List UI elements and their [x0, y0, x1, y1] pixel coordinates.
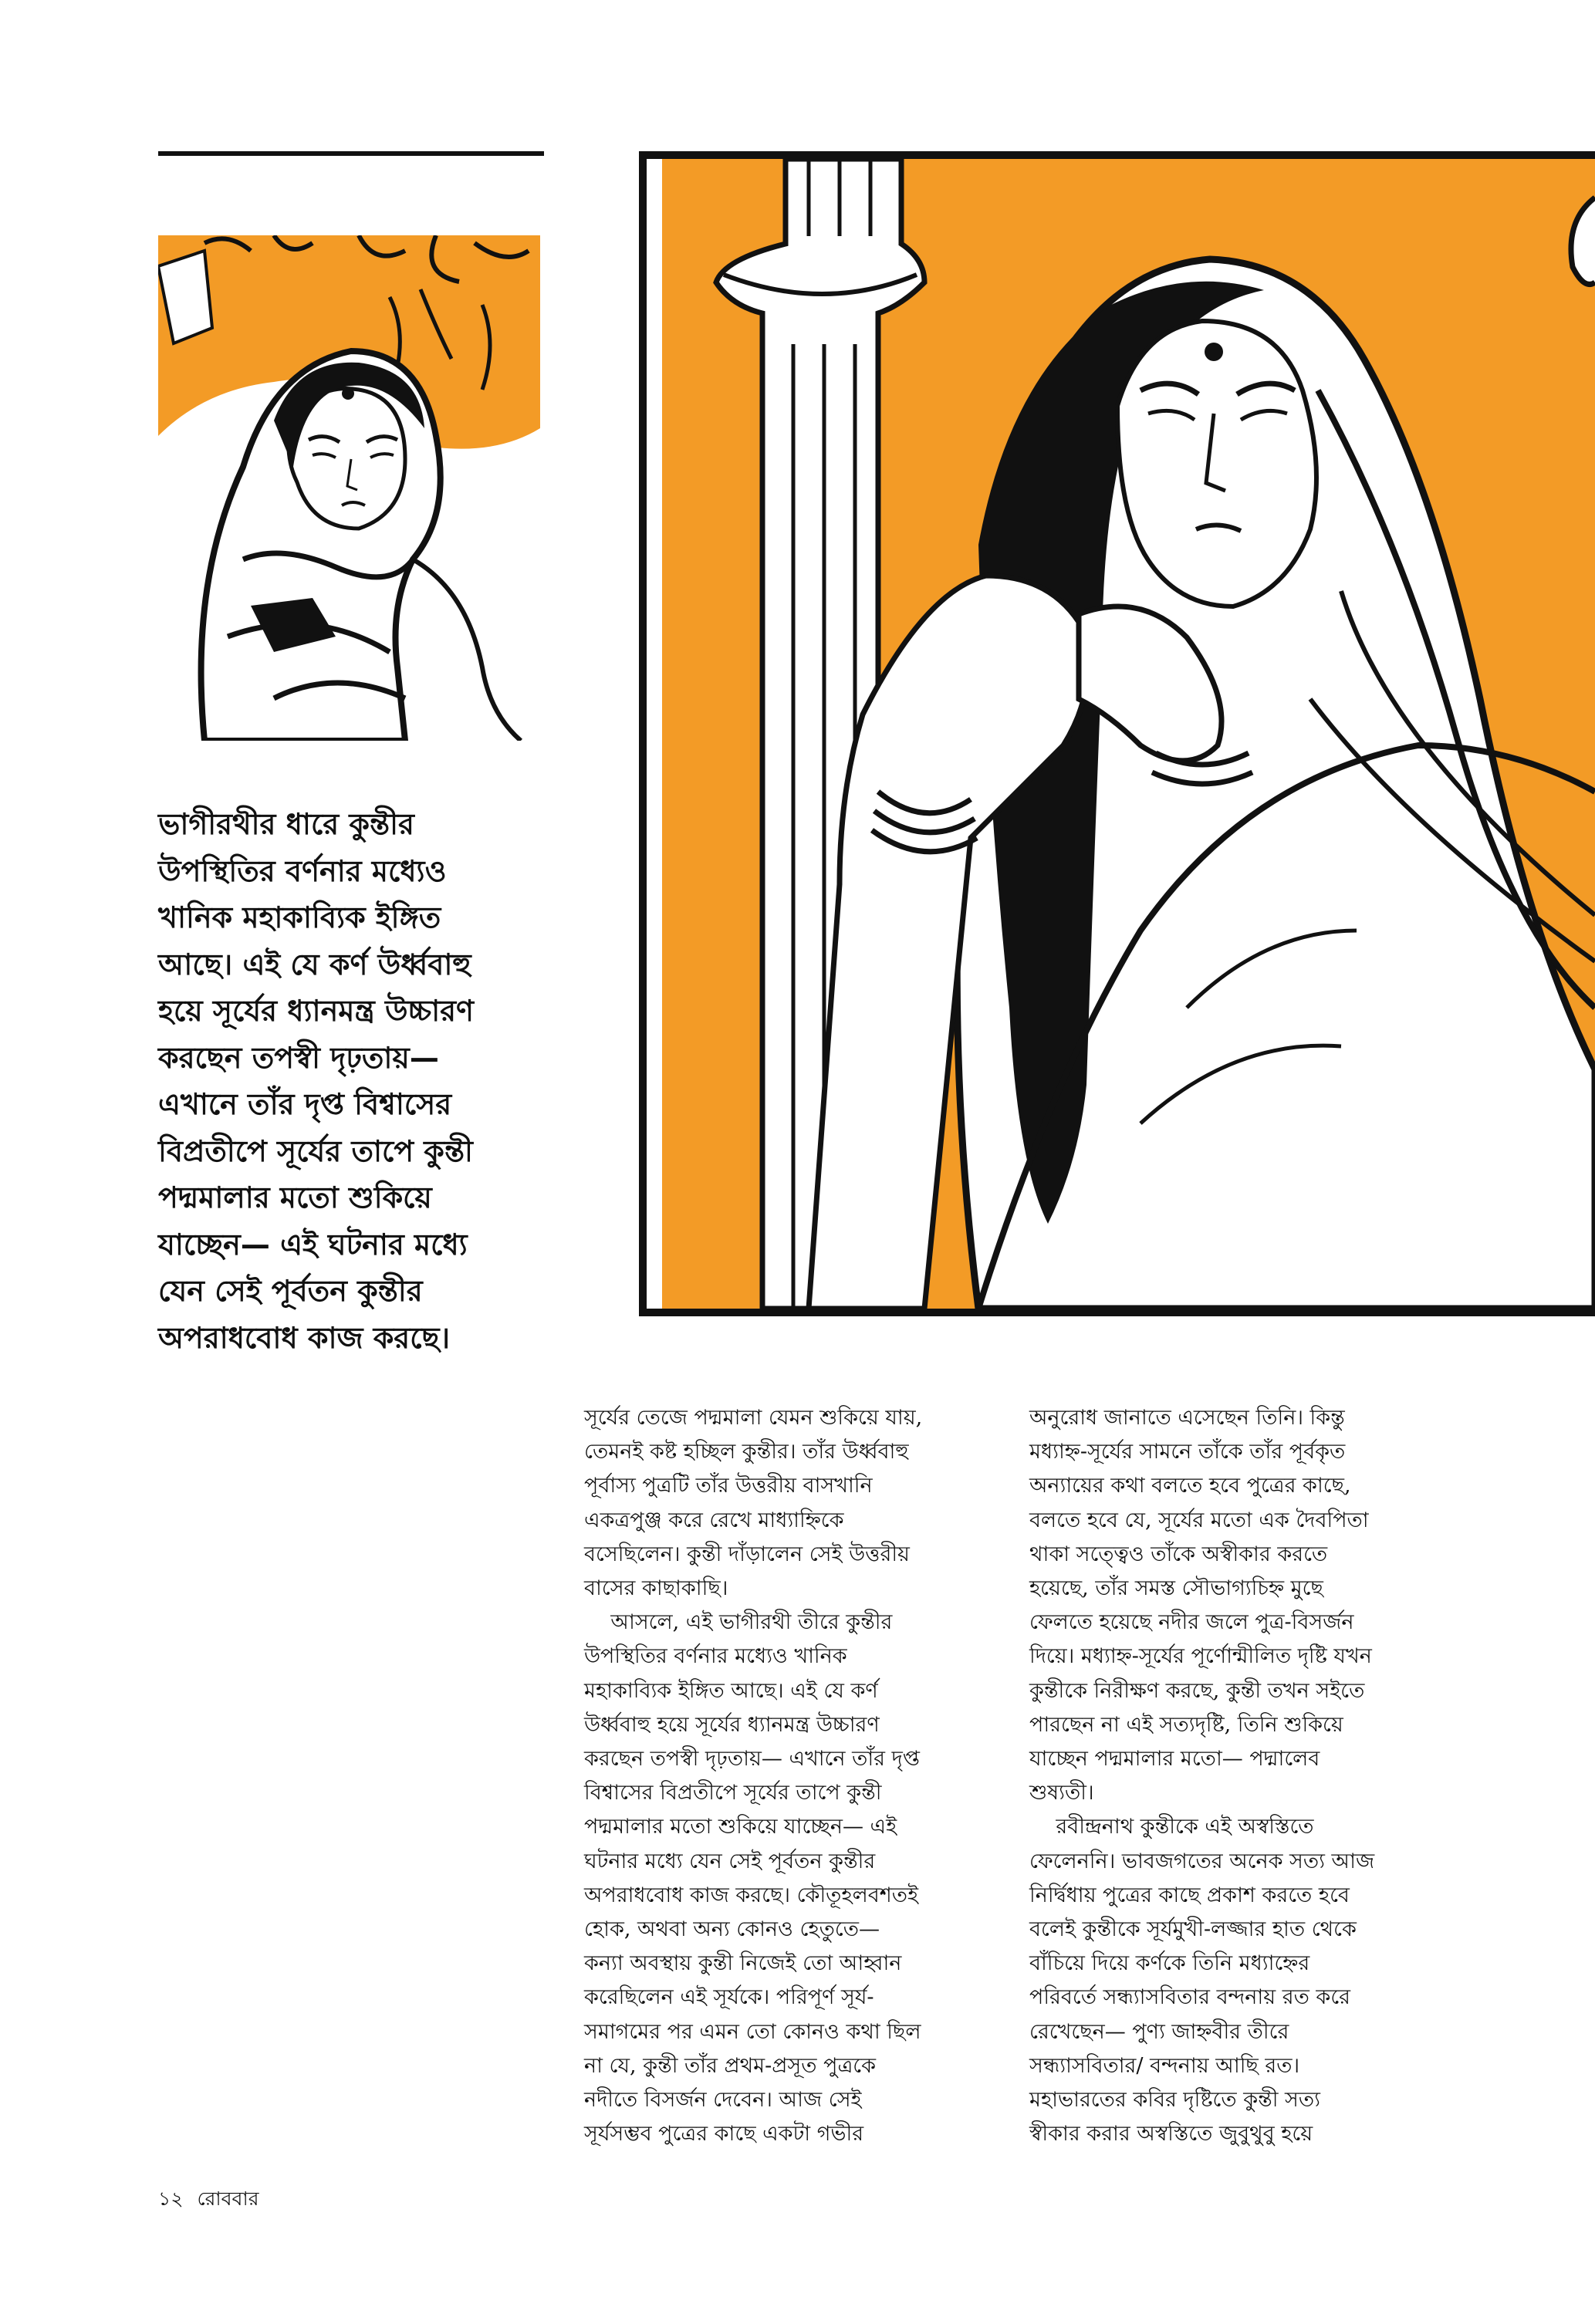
- pull-quote-line: খানিক মহাকাব্যিক ইঙ্গিত: [158, 900, 441, 934]
- seated-kunti-illustration: [158, 235, 540, 741]
- body-line: সমাগমের পর এমন তো কোনও কথা ছিল: [584, 2019, 921, 2044]
- body-line: দিয়ে। মধ্যাহ্ন-সূর্যের পূর্ণোন্মীলিত দৃষ্টি যখন: [1029, 1644, 1372, 1669]
- body-column-1: [584, 1401, 1016, 2151]
- body-line: পূর্বাস্য পুত্রটি তাঁর উত্তরীয় বাসখানি: [584, 1474, 873, 1498]
- body-line: মহাকাব্যিক ইঙ্গিত আছে। এই যে কর্ণ: [584, 1678, 878, 1703]
- body-line: পারছেন না এই সত্যদৃষ্টি, তিনি শুকিয়ে: [1029, 1712, 1343, 1737]
- body-line: রবীন্দ্রনাথ কুন্তীকে এই অস্বস্তিতে: [1029, 1815, 1314, 1839]
- body-line: যাচ্ছেন পদ্মমালার মতো— পদ্মালেব: [1029, 1747, 1320, 1772]
- page-footer: [158, 2184, 272, 2217]
- body-line: পদ্মমালার মতো শুকিয়ে যাচ্ছেন— এই: [584, 1815, 897, 1839]
- body-line: পরিবর্তে সন্ধ্যাসবিতার বন্দনায় রত করে: [1029, 1985, 1351, 2010]
- body-line: নির্দ্বিধায় পুত্রের কাছে প্রকাশ করতে হবে: [1029, 1883, 1350, 1907]
- pull-quote-line: করছেন তপস্বী দৃঢ়তায়—: [158, 1040, 439, 1075]
- kunti-at-pillar-illustration: [639, 151, 1595, 1316]
- body-line: বাঁচিয়ে দিয়ে কর্ণকে তিনি মধ্যাহ্নের: [1029, 1951, 1310, 1976]
- pull-quote-line: ভাগীরথীর ধারে কুন্তীর: [158, 807, 414, 841]
- body-line: মহাভারতের কবির দৃষ্টিতে কুন্তী সত্য: [1029, 2088, 1320, 2113]
- body-line: উপস্থিতির বর্ণনার মধ্যেও খানিক: [584, 1644, 847, 1669]
- body-line: শুষ্যতী।: [1029, 1781, 1094, 1805]
- body-line: বলেই কুন্তীকে সূর্যমুখী-লজ্জার হাত থেকে: [1029, 1917, 1357, 1942]
- header-rule: [158, 151, 544, 156]
- body-column-2: [1029, 1401, 1462, 2151]
- body-line: অপরাধবোধ কাজ করছে। কৌতূহলবশতই: [584, 1883, 919, 1907]
- pull-quote-line: পদ্মমালার মতো শুকিয়ে: [158, 1181, 432, 1214]
- pull-quote-line: অপরাধবোধ কাজ করছে।: [158, 1320, 451, 1355]
- body-line: ফেলেননি। ভাবজগতের অনেক সত্য আজ: [1029, 1849, 1375, 1873]
- body-line: সন্ধ্যাসবিতার/ বন্দনায় আছি রত।: [1029, 2053, 1300, 2078]
- body-line: সূর্যসম্ভব পুত্রের কাছে একটা গভীর: [584, 2122, 864, 2147]
- pull-quote: [158, 801, 559, 1361]
- page-number: ১২: [158, 2187, 184, 2210]
- body-line: স্বীকার করার অস্বস্তিতে জুবুথুবু হয়ে: [1029, 2122, 1313, 2147]
- body-line: হয়েছে, তাঁর সমস্ত সৌভাগ্যচিহ্ন মুছে: [1029, 1576, 1323, 1601]
- body-line: বলতে হবে যে, সূর্যের মতো এক দৈবপিতা: [1029, 1508, 1369, 1532]
- body-line: রেখেছেন— পুণ্য জাহ্নবীর তীরে: [1029, 2019, 1289, 2044]
- body-line: বিশ্বাসের বিপ্রতীপে সূর্যের তাপে কুন্তী: [584, 1781, 882, 1805]
- pull-quote-line: হয়ে সূর্যের ধ্যানমন্ত্র উচ্চারণ: [158, 994, 474, 1028]
- body-line: উর্ধ্ববাহু হয়ে সূর্যের ধ্যানমন্ত্র উচ্চারণ: [584, 1712, 880, 1737]
- body-line: অনুরোধ জানাতে এসেছেন তিনি। কিন্তু: [1029, 1406, 1345, 1430]
- body-line: কুন্তীকে নিরীক্ষণ করছে, কুন্তী তখন সইতে: [1029, 1678, 1365, 1703]
- body-line: আসলে, এই ভাগীরথী তীরে কুন্তীর: [584, 1610, 893, 1635]
- pull-quote-line: বিপ্রতীপে সূর্যের তাপে কুন্তী: [158, 1133, 473, 1168]
- body-line: থাকা সত্ত্বেও তাঁকে অস্বীকার করতে: [1029, 1542, 1328, 1566]
- body-line: বাসের কাছাকাছি।: [584, 1576, 728, 1601]
- body-line: মধ্যাহ্ন-সূর্যের সামনে তাঁকে তাঁর পূর্বকৃত: [1029, 1440, 1346, 1464]
- body-line: করছেন তপস্বী দৃঢ়তায়— এখানে তাঁর দৃপ্ত: [584, 1747, 920, 1772]
- body-line: নদীতে বিসর্জন দেবেন। আজ সেই: [584, 2088, 862, 2113]
- publication-name: রোববার: [197, 2187, 259, 2210]
- body-line: করেছিলেন এই সূর্যকে। পরিপূর্ণ সূর্য-: [584, 1985, 874, 2010]
- body-line: ফেলতে হয়েছে নদীর জলে পুত্র-বিসর্জন: [1029, 1610, 1354, 1635]
- pull-quote-line: আছে। এই যে কর্ণ উর্ধ্ববাহু: [158, 947, 471, 981]
- body-line: হোক, অথবা অন্য কোনও হেতুতে—: [584, 1917, 880, 1942]
- body-line: সূর্যের তেজে পদ্মমালা যেমন শুকিয়ে যায়,: [584, 1406, 923, 1430]
- pull-quote-line: এখানে তাঁর দৃপ্ত বিশ্বাসের: [158, 1087, 452, 1121]
- pull-quote-line: যাচ্ছেন— এই ঘটনার মধ্যে: [158, 1227, 468, 1262]
- body-line: ঘটনার মধ্যে যেন সেই পূর্বতন কুন্তীর: [584, 1849, 876, 1873]
- pull-quote-line: যেন সেই পূর্বতন কুন্তীর: [158, 1274, 423, 1308]
- body-line: একত্রপুঞ্জ করে রেখে মাধ্যাহ্নিকে: [584, 1508, 844, 1532]
- body-line: কন্যা অবস্থায় কুন্তী নিজেই তো আহ্বান: [584, 1951, 902, 1976]
- pull-quote-line: উপস্থিতির বর্ণনার মধ্যেও: [158, 853, 447, 888]
- body-line: অন্যায়ের কথা বলতে হবে পুত্রের কাছে,: [1029, 1474, 1351, 1498]
- body-line: বসেছিলেন। কুন্তী দাঁড়ালেন সেই উত্তরীয়: [584, 1542, 910, 1566]
- body-line: না যে, কুন্তী তাঁর প্রথম-প্রসূত পুত্রকে: [584, 2053, 877, 2078]
- body-line: তেমনই কষ্ট হচ্ছিল কুন্তীর। তাঁর উর্ধ্ববাহু: [584, 1440, 909, 1464]
